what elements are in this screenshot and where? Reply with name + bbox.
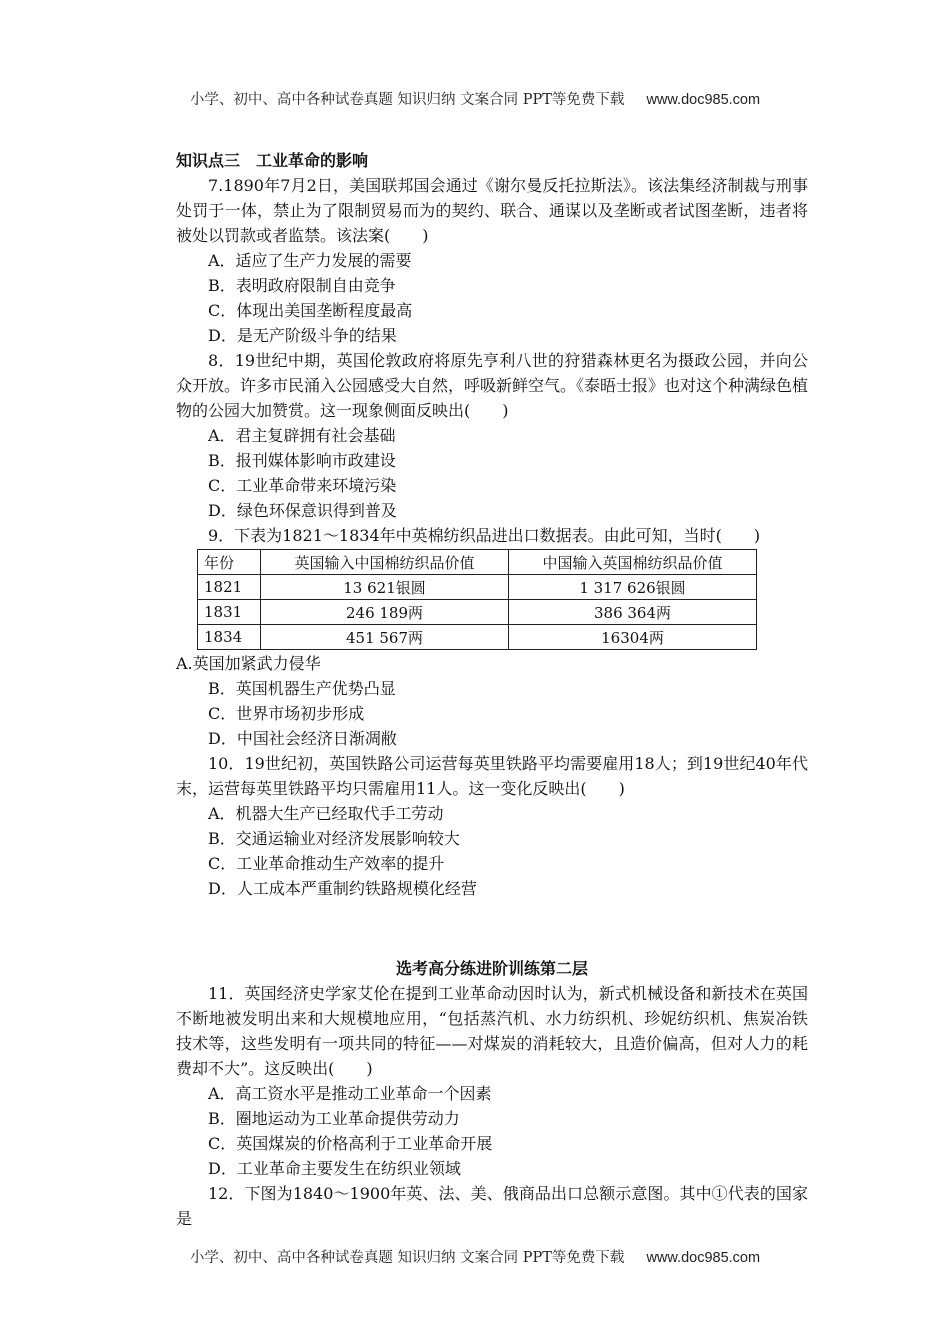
question-11-option-d[interactable]: D．工业革命主要发生在纺织业领域 xyxy=(208,1159,461,1178)
question-11-option-b[interactable]: B．圈地运动为工业革命提供劳动力 xyxy=(208,1109,460,1128)
question-7-option-b[interactable]: B．表明政府限制自由竞争 xyxy=(208,276,396,295)
table-cell: 16304两 xyxy=(509,625,757,650)
table-cell: 13 621银圆 xyxy=(261,575,509,600)
question-9-stem: 9．下表为1821～1834年中英棉纺织品进出口数据表。由此可知，当时( ) xyxy=(208,526,761,545)
question-11-option-c[interactable]: C．英国煤炭的价格高利于工业革命开展 xyxy=(208,1134,493,1153)
question-8 xyxy=(176,348,808,523)
question-9-option-d[interactable]: D．中国社会经济日渐凋敝 xyxy=(208,729,397,748)
table-cell: 1834 xyxy=(198,625,261,650)
table-cell: 1 317 626银圆 xyxy=(509,575,757,600)
question-9 xyxy=(176,523,808,751)
question-10 xyxy=(176,751,808,901)
cotton-trade-table xyxy=(197,549,757,650)
question-12 xyxy=(176,1181,808,1231)
question-10-option-d[interactable]: D．人工成本严重制约铁路规模化经营 xyxy=(208,879,477,898)
question-8-option-a[interactable]: A．君主复辟拥有社会基础 xyxy=(208,426,396,445)
table-header-year: 年份 xyxy=(198,550,261,575)
header-site-link[interactable]: www.doc985.com xyxy=(646,92,761,108)
table-cell: 386 364两 xyxy=(509,600,757,625)
table-cell: 1821 xyxy=(198,575,261,600)
question-9-option-c[interactable]: C．世界市场初步形成 xyxy=(208,704,365,723)
table-row xyxy=(198,600,757,625)
question-7-option-d[interactable]: D．是无产阶级斗争的结果 xyxy=(208,326,397,345)
table-cell: 451 567两 xyxy=(261,625,509,650)
question-8-stem: 8．19世纪中期，英国伦敦政府将原先亨利八世的狩猎森林更名为摄政公园，并向公众开放。许多市民涌入公园感受大自然，呼吸新鲜空气。《泰晤士报》也对这个种满绿色植物的公园大加赞赏。这一现象侧面反映出( ) xyxy=(176,351,809,420)
question-9-option-a[interactable]: A.英国加紧武力侵华 xyxy=(176,654,321,673)
question-8-option-b[interactable]: B．报刊媒体影响市政建设 xyxy=(208,451,396,470)
question-8-option-d[interactable]: D．绿色环保意识得到普及 xyxy=(208,501,397,520)
table-header-uk-to-china: 英国输入中国棉纺织品价值 xyxy=(261,550,509,575)
header-text: 小学、初中、高中各种试卷真题 知识归纳 文案合同 PPT等免费下载 xyxy=(189,92,625,108)
table-row xyxy=(198,575,757,600)
section-spacer xyxy=(176,901,808,956)
footer-site-link[interactable]: www.doc985.com xyxy=(646,1250,761,1266)
page-header xyxy=(0,88,950,109)
question-12-stem: 12．下图为1840～1900年英、法、美、俄商品出口总额示意图。其中①代表的国家是 xyxy=(176,1184,808,1228)
question-10-option-a[interactable]: A．机器大生产已经取代手工劳动 xyxy=(208,804,444,823)
table-header-china-to-uk: 中国输入英国棉纺织品价值 xyxy=(509,550,757,575)
question-9-option-b[interactable]: B．英国机器生产优势凸显 xyxy=(208,679,396,698)
question-11-option-a[interactable]: A．高工资水平是推动工业革命一个因素 xyxy=(208,1084,492,1103)
question-7 xyxy=(176,173,808,348)
document-body xyxy=(176,148,808,1231)
section-title-knowledge-3: 知识点三 工业革命的影响 xyxy=(176,151,369,170)
table-row xyxy=(198,625,757,650)
page-footer xyxy=(0,1246,950,1267)
table-cell: 246 189两 xyxy=(261,600,509,625)
question-10-option-c[interactable]: C．工业革命推动生产效率的提升 xyxy=(208,854,445,873)
section-title-advanced: 选考高分练进阶训练第二层 xyxy=(395,959,588,978)
question-7-stem: 7.1890年7月2日，美国联邦国会通过《谢尔曼反托拉斯法》。该法集经济制裁与刑事处罚于一体，禁止为了限制贸易而为的契约、联合、通谋以及垄断或者试图垄断，违者将被处以罚款或者监禁。该法案( ) xyxy=(176,176,808,245)
question-8-option-c[interactable]: C．工业革命带来环境污染 xyxy=(208,476,397,495)
footer-text: 小学、初中、高中各种试卷真题 知识归纳 文案合同 PPT等免费下载 xyxy=(189,1250,625,1266)
question-7-option-a[interactable]: A．适应了生产力发展的需要 xyxy=(208,251,412,270)
question-11-stem: 11．英国经济史学家艾伦在提到工业革命动因时认为，新式机械设备和新技术在英国不断地被发明出来和大规模地应用，“包括蒸汽机、水力纺织机、珍妮纺织机、焦炭冶铁技术等，这些发明有一项共同的特征——对煤炭的消耗较大，且造价偏高，但对人力的耗费却不大”。这反映出( ) xyxy=(176,984,808,1078)
question-10-option-b[interactable]: B．交通运输业对经济发展影响较大 xyxy=(208,829,460,848)
question-7-option-c[interactable]: C．体现出美国垄断程度最高 xyxy=(208,301,413,320)
question-11 xyxy=(176,981,808,1181)
question-10-stem: 10．19世纪初，英国铁路公司运营每英里铁路平均需要雇用18人；到19世纪40年代末，运营每英里铁路平均只需雇用11人。这一变化反映出( ) xyxy=(176,754,808,798)
table-cell: 1831 xyxy=(198,600,261,625)
table-header-row xyxy=(198,550,757,575)
